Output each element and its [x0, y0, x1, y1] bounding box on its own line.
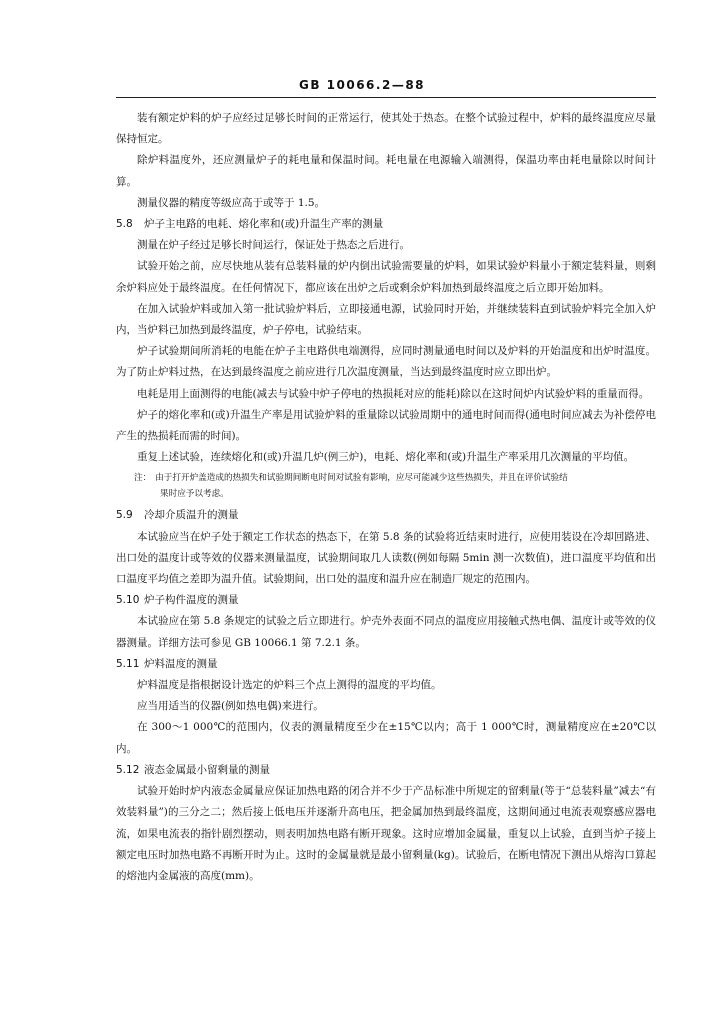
paragraph: 在加入试验炉料或加入第一批试验炉料后，立即接通电源，试验同时开始，并继续装料直到试验炉料完全加入炉内，当炉料已加热到最终温度，炉子停电，试验结束。 — [116, 302, 656, 337]
section-heading-5-9 — [116, 505, 656, 526]
section-heading-5-11 — [116, 654, 656, 675]
document-body — [116, 108, 656, 887]
note — [116, 470, 656, 502]
page-header-standard-code: GB 10066.2—88 — [298, 78, 426, 92]
note-label: 注： — [134, 473, 152, 484]
section-heading-5-12 — [116, 760, 656, 781]
paragraph: 在 300～1 000℃的范围内，仪表的测量精度至少在±15℃以内；高于 1 000℃时，测量精度应在±20℃以内。 — [116, 721, 656, 755]
section-title: 炉子主电路的电耗、熔化率和(或)升温生产率的测量 — [144, 218, 384, 231]
section-number: 5.11 — [116, 657, 140, 670]
paragraph: 本试验应当在炉子处于额定工作状态的热态下，在第 5.8 条的试验将近结束时进行，应使用装设在冷却回路进、出口处的温度计或等效的仪器来测量温度，试验期间取几人读数(例如每隔 5min 测一次数值)，进口温度平均值和出口温度平均值之差即为温升值。试验期间，出口处的温度和温升应在制造厂规定的范围内。 — [116, 530, 656, 586]
section-title: 炉子构件温度的测量 — [144, 594, 239, 607]
note-line-2: 果时应予以考虑。 — [160, 489, 229, 500]
section-heading-5-10 — [116, 590, 656, 611]
section-number: 5.8 — [116, 218, 133, 231]
paragraph: 本试验应在第 5.8 条规定的试验之后立即进行。炉壳外表面不同点的温度应用接触式热电偶、温度计或等效的仪器测量。详细方法可参见 GB 10066.1 第 7.2.1 条。 — [116, 615, 656, 649]
section-number: 5.10 — [116, 594, 140, 607]
paragraph: 测量在炉子经过足够长时间运行，保证处于热态之后进行。 — [137, 239, 410, 252]
section-title: 液态金属最小留剩量的测量 — [144, 763, 270, 776]
section-title: 冷却介质温升的测量 — [144, 509, 239, 522]
paragraph: 电耗是用上面测得的电能(减去与试验中炉子停电的热损耗对应的能耗)除以在这时间炉内试验炉料的重量而得。 — [137, 387, 650, 400]
paragraph: 炉子试验期间所消耗的电能在炉子主电路供电端测得，应同时测量通电时间以及炉料的开始温度和出炉时温度。为了防止炉料过热，在达到最终温度之前应进行几次温度测量，当达到最终温度时应立即出炉。 — [116, 345, 656, 379]
paragraph: 装有额定炉料的炉子应经过足够长时间的正常运行，使其处于热态。在整个试验过程中，炉料的最终温度应尽量保持恒定。 — [116, 112, 656, 146]
section-title: 炉料温度的测量 — [144, 657, 218, 670]
paragraph: 测量仪器的精度等级应高于或等于 1.5。 — [137, 196, 326, 209]
section-number: 5.9 — [116, 509, 133, 522]
paragraph: 重复上述试验，连续熔化和(或)升温几炉(例三炉)，电耗、熔化率和(或)升温生产率采用几次测量的平均值。 — [137, 451, 635, 464]
paragraph: 炉子的熔化率和(或)升温生产率是用试验炉料的重量除以试验周期中的通电时间而得(通电时间应减去为补偿停电产生的热损耗而需的时间)。 — [116, 408, 656, 443]
header-rule — [116, 97, 656, 98]
section-heading-5-8 — [116, 214, 656, 235]
paragraph: 除炉料温度外，还应测量炉子的耗电量和保温时间。耗电量在电源输入端测得，保温功率由耗电量除以时间计算。 — [116, 154, 656, 188]
section-number: 5.12 — [116, 763, 140, 776]
paragraph: 试验开始时炉内液态金属量应保证加热电路的闭合并不少于产品标准中所规定的留剩量(等于“总装料量”减去“有效装料量”)的三分之二；然后接上低电压并逐渐升高电压，把金属加热到最终温度，这期间通过电流表观察感应器电流，如果电流表的指针剧烈摆动，则表明加热电路有断开现象。这时应增加金属量，重复以上试验，直到当炉子接上额定电压时加热电路不再断开时为止。这时的金属量就是最小留剩量(kg)。试验后，在断电情况下测出从熔沟口算起的熔池内金属液的高度(mm)。 — [116, 785, 656, 882]
paragraph: 试验开始之前，应尽快地从装有总装料量的炉内倒出试验需要量的炉料，如果试验炉料量小于额定装料量，则剩余炉料应处于最终温度。在任何情况下，都应该在出炉之后或剩余炉料加热到最终温度之后立即开始加料。 — [116, 260, 656, 294]
note-line-1: 由于打开炉盖造成的热损失和试验期间断电时间对试验有影响，应尽可能减少这些热损失，并且在评价试验结 — [155, 473, 568, 484]
paragraph: 炉料温度是指根据设计选定的炉料三个点上测得的温度的平均值。 — [137, 679, 442, 692]
paragraph: 应当用适当的仪器(例如热电偶)来进行。 — [137, 700, 324, 713]
